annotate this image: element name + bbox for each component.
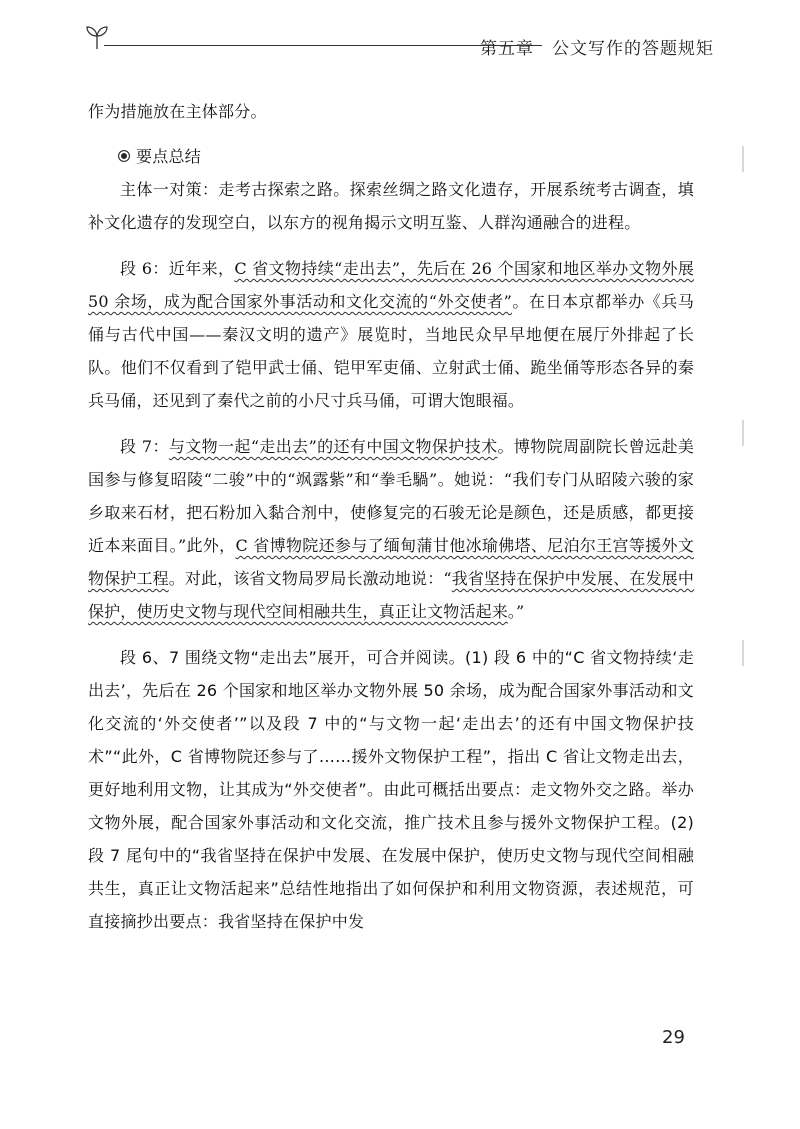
- para7-mid2: 。对此，该省文物局罗局长激动地说：“: [168, 569, 452, 588]
- page-number: 29: [662, 1027, 685, 1048]
- sprout-icon: [84, 24, 110, 50]
- para7-end: 。”: [507, 602, 525, 621]
- page-body: [88, 95, 694, 938]
- summary-heading: [88, 140, 694, 173]
- chapter-title: 第五章 公文写作的答题规矩: [480, 39, 714, 59]
- para7-mid: 。博物院周副院长曾远赴美国参与修复昭陵“二骏”中的“飒露紫”和“拳毛騧”。她说：“我们专门从昭陵六骏的家乡取来石材，把石粉加入黏合剂中，使修复完的石骏无论是颜色，还是质感，都更接近本来面目。”此外，: [88, 437, 694, 555]
- analysis-paragraph: 段 6、7 围绕文物“走出去”展开，可合并阅读。(1) 段 6 中的“C 省文物持续‘走出去’，先后在 26 个国家和地区举办文物外展 50 余场，成为配合国家外事活动和文化交流的‘外交使者’”以及段 7 中的“与文物一起‘走出去’的还有中国文物保护技术”“此外，C 省博物院还参与了……援外文物保护工程”，指出 C 省让文物走出去，更好地利用文物，让其成为“外交使者”。由此可概括出要点：走文物外交之路。举办文物外展，配合国家外事活动和文化交流，推广技术且参与援外文物保护工程。(2) 段 7 尾句中的“我省坚持在保护中发展、在发展中保护，使历史文物与现代空间相融共生，真正让文物活起来”总结性地指出了如何保护和利用文物资源，表述规范，可直接摘抄出要点：我省坚持在保护中发: [88, 648, 694, 931]
- page-header: [84, 24, 714, 64]
- intro-line: 作为措施放在主体部分。: [88, 102, 267, 121]
- para6-underlined: C 省文物持续“走出去”，先后在 26 个国家和地区举办文物外展 50 余场，成为配合国家外事活动和文化交流的“外交使者”: [88, 259, 694, 311]
- paragraph-6: [88, 252, 694, 417]
- para7-label: 段 7：: [120, 437, 169, 456]
- margin-mark: [742, 640, 744, 666]
- margin-mark: [742, 146, 744, 172]
- para7-underlined-1: 与文物一起“走出去”的还有中国文物保护技术: [168, 437, 498, 456]
- summary-body: 主体一对策：走考古探索之路。探索丝绸之路文化遗存，开展系统考古调查，填补文化遗存的发现空白，以东方的视角揭示文明互鉴、人群沟通融合的进程。: [88, 180, 694, 232]
- header-rule: [104, 45, 542, 46]
- para6-label: 段 6：近年来，: [120, 259, 235, 278]
- bullet-icon: [118, 150, 130, 162]
- para6-rest: 。在日本京都举办《兵马俑与古代中国——秦汉文明的遗产》展览时，当地民众早早地便在展厅外排起了长队。他们不仅看到了铠甲武士俑、铠甲军吏俑、立射武士俑、跪坐俑等形态各异的秦兵马俑，还见到了秦代之前的小尺寸兵马俑，可谓大饱眼福。: [88, 292, 694, 410]
- margin-mark: [742, 420, 744, 446]
- para7-underlined-3: 我省坚持在保护中发展、在发展中保护，使历史文物与现代空间相融共生，真正让文物活起来: [88, 569, 694, 621]
- para7-underlined-2: C 省博物院还参与了缅甸蒲甘他冰瑜佛塔、尼泊尔王宫等援外文物保护工程: [88, 536, 694, 588]
- summary-heading-text: 要点总结: [136, 147, 202, 166]
- paragraph-7: [88, 430, 694, 628]
